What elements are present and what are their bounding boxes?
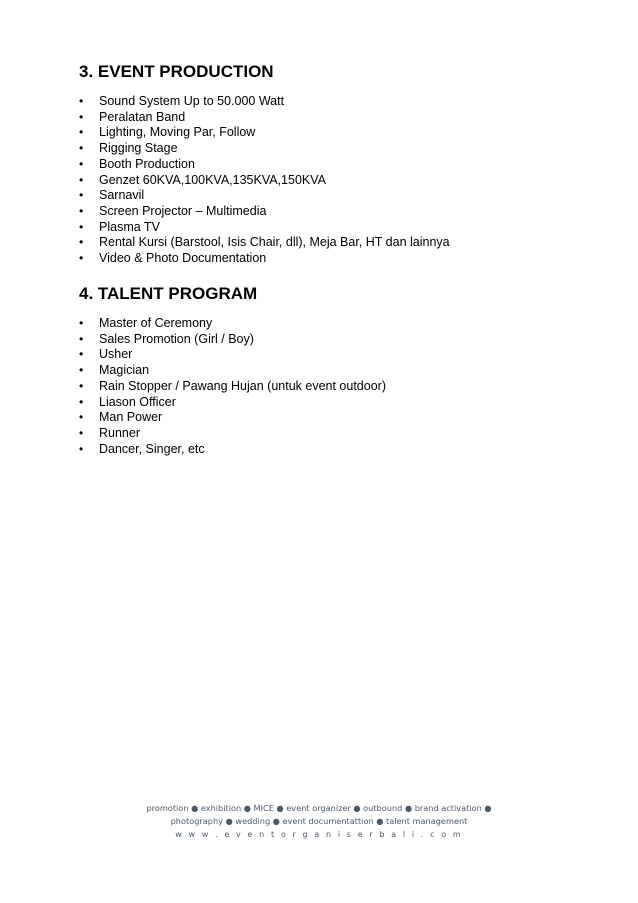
list-item: • Genzet 60KVA,100KVA,135KVA,150KVA: [79, 172, 327, 187]
bullet-icon: •: [79, 316, 84, 330]
list-item: • Runner: [79, 425, 140, 440]
list-item: • Rigging Stage: [79, 141, 178, 156]
list-item: • Lighting, Moving Par, Follow: [79, 125, 256, 140]
event-production-section: [79, 62, 599, 267]
bullet-icon: •: [79, 172, 84, 187]
bullet-icon: •: [79, 141, 84, 156]
footer-services-line-1: promotion ● exhibition ● MICE ● event organizer ● outbound ● brand activation ●: [146, 803, 492, 813]
footer-website: w w w . e v e n t o r g a n i s e r b a l i . c o m: [175, 830, 463, 839]
bullet-icon: •: [79, 410, 84, 425]
list-item: • Sound System Up to 50.000 Watt: [79, 94, 285, 108]
bullet-icon: •: [79, 235, 84, 250]
list-item: • Dancer, Singer, etc: [79, 441, 205, 456]
bullet-icon: •: [79, 378, 84, 393]
list-item: • Magician: [79, 363, 150, 378]
bullet-icon: •: [79, 347, 84, 362]
list-item: • Video & Photo Documentation: [79, 251, 267, 266]
list-item: • Usher: [79, 347, 133, 362]
bullet-icon: •: [79, 251, 84, 266]
bullet-list: [79, 316, 599, 457]
bullet-icon: •: [79, 109, 84, 124]
section-title: 3. EVENT PRODUCTION: [79, 62, 274, 81]
bullet-icon: •: [79, 94, 84, 108]
list-item: • Master of Ceremony: [79, 316, 213, 330]
bullet-icon: •: [79, 394, 84, 409]
list-item: • Rental Kursi (Barstool, Isis Chair, dll), Meja Bar, HT dan lainnya: [79, 235, 450, 250]
bullet-icon: •: [79, 125, 84, 140]
list-item: • Screen Projector – Multimedia: [79, 203, 267, 218]
bullet-icon: •: [79, 441, 84, 456]
talent-program-section: [79, 284, 599, 457]
bullet-icon: •: [79, 425, 84, 440]
bullet-icon: •: [79, 188, 84, 203]
list-item: • Booth Production: [79, 156, 195, 171]
list-item: • Man Power: [79, 410, 163, 425]
bullet-icon: •: [79, 219, 84, 234]
bullet-icon: •: [79, 331, 84, 346]
list-item: • Rain Stopper / Pawang Hujan (untuk event outdoor): [79, 378, 386, 393]
list-item: • Sarnavil: [79, 188, 145, 203]
list-item: • Sales Promotion (Girl / Boy): [79, 331, 254, 346]
bullet-list: [79, 94, 599, 267]
bullet-icon: •: [79, 203, 84, 218]
list-item: • Peralatan Band: [79, 109, 186, 124]
bullet-icon: •: [79, 156, 84, 171]
footer-services-line-2: photography ● wedding ● event documentattion ● talent management: [170, 816, 468, 826]
list-item: • Liason Officer: [79, 394, 176, 409]
list-item: • Plasma TV: [79, 219, 160, 234]
page-footer: [0, 802, 638, 841]
bullet-icon: •: [79, 363, 84, 378]
section-title: 4. TALENT PROGRAM: [79, 284, 258, 303]
